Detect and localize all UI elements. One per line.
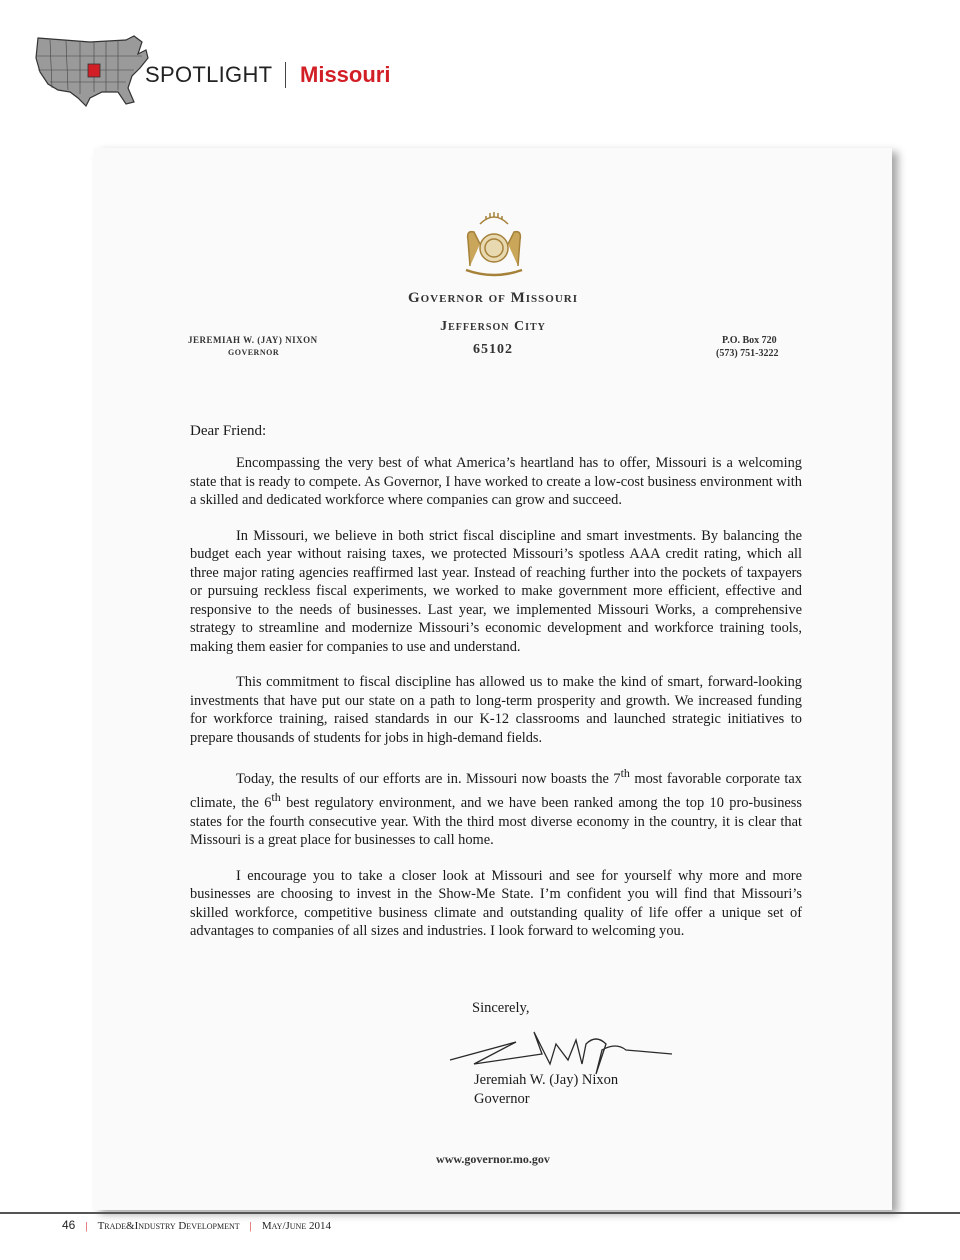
ordinal-suffix: th bbox=[620, 766, 630, 780]
letter-body bbox=[190, 454, 802, 958]
paragraph: Encompassing the very best of what America’s heartland has to offer, Missouri is a welcoming state that is ready to compete. As Governor, I have worked to create a low-cost business environment with a skilled and dedicated workforce where companies can grow and succeed. bbox=[190, 455, 802, 508]
page-number: 46 bbox=[62, 1218, 76, 1232]
paragraph bbox=[190, 764, 802, 850]
letterhead-city: Jefferson City bbox=[440, 319, 546, 334]
header-divider bbox=[285, 62, 286, 88]
governor-letter bbox=[94, 148, 892, 1210]
issue-date: May/June 2014 bbox=[261, 1220, 331, 1232]
us-map-icon bbox=[30, 32, 150, 108]
signer-name: Jeremiah W. (Jay) Nixon bbox=[474, 1072, 619, 1088]
missouri-highlight bbox=[88, 64, 100, 77]
state-seal-icon bbox=[456, 204, 532, 284]
signer-title: Governor bbox=[474, 1091, 530, 1107]
section-label: SPOTLIGHT bbox=[145, 62, 273, 87]
text-run: most favorable corporate tax climate, the 6 bbox=[190, 770, 802, 812]
paragraph: I encourage you to take a closer look at Missouri and see for yourself why more and more businesses are choosing to invest in the Show-Me State. I’m confident you will find that Missouri’s skilled workforce, competitive business climate and outstanding quality of life offer a unique set of advantages to companies of all sizes and industries. I look forward to welcoming you. bbox=[190, 867, 802, 940]
website-link[interactable]: www.governor.mo.gov bbox=[436, 1152, 550, 1166]
page-footer bbox=[62, 1218, 331, 1232]
letterhead-zip: 65102 bbox=[473, 342, 513, 357]
text-run: best regulatory environment, and we have been ranked among the top 10 pro-business states for the fourth consecutive year. With the third most diverse economy in the country, it is clear that Missouri is a great place for businesses to call home. bbox=[190, 795, 803, 849]
publication-name: Trade&Industry Development bbox=[97, 1220, 240, 1232]
text-run: Today, the results of our efforts are in. Missouri now boasts the 7 bbox=[236, 770, 621, 787]
sender-role: GOVERNOR bbox=[228, 348, 280, 357]
footer-separator: | bbox=[249, 1220, 252, 1232]
paragraph: In Missouri, we believe in both strict fiscal discipline and smart investments. By balancing the budget each year without raising taxes, we protected Missouri’s spotless AAA credit rating, which all three major rating agencies reaffirmed last year. Instead of reaching further into the pockets of taxpayers or pursuing reckless fiscal experiments, we worked to make government more efficient, effective and responsive to the needs of businesses. Last year, we implemented Missouri Works, a comprehensive strategy to streamline and modernize Missouri’s economic development and workforce training tools, making them easier for companies to use and understand. bbox=[190, 527, 802, 655]
footer-separator: | bbox=[85, 1220, 88, 1232]
state-name: Missouri bbox=[300, 62, 391, 87]
paragraph: This commitment to fiscal discipline has allowed us to make the kind of smart, forward-looking investments that have put our state on a path to long-term prosperity and growth. We increased funding for workforce training, raised standards in our K-12 classrooms and launched strategic initiatives to prepare thousands of students for jobs in high-demand fields. bbox=[190, 674, 802, 746]
footer-rule bbox=[0, 1212, 960, 1214]
sender-name: JEREMIAH W. (JAY) NIXON bbox=[188, 335, 318, 345]
phone-number: (573) 751-3222 bbox=[716, 348, 779, 359]
closing: Sincerely, bbox=[472, 1000, 530, 1016]
po-box: P.O. Box 720 bbox=[722, 335, 777, 346]
signature bbox=[446, 1020, 676, 1078]
ordinal-suffix: th bbox=[271, 790, 281, 805]
spotlight-header bbox=[0, 0, 960, 120]
salutation: Dear Friend: bbox=[190, 423, 267, 439]
letterhead-title: Governor of Missouri bbox=[407, 290, 579, 306]
